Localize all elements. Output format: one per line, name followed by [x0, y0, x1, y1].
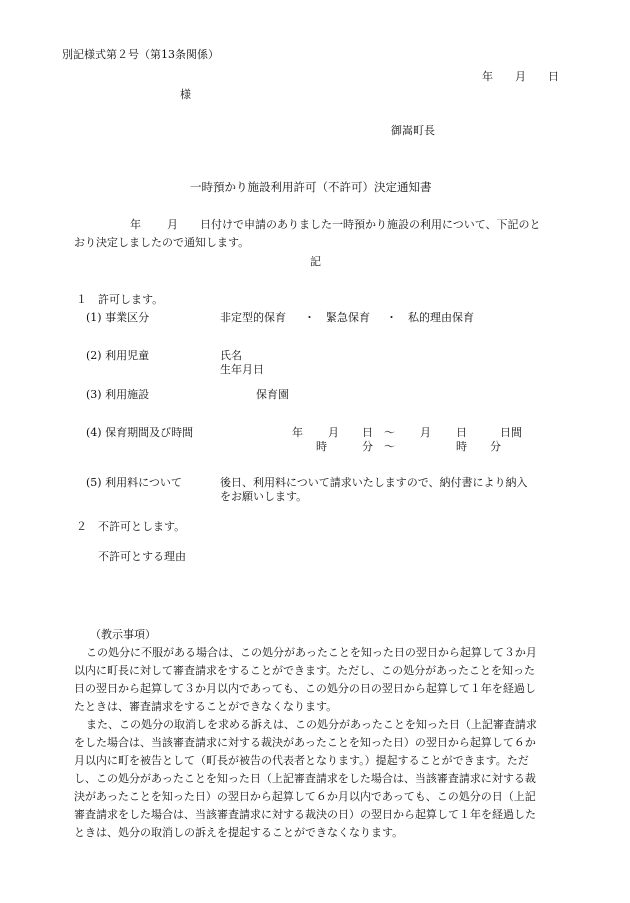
ki-label: 記 [310, 255, 321, 268]
item3-label: (3) 利用施設 [86, 388, 150, 401]
notice-line: 月以内に町を被告として（町長が被告の代表者となります。）提起することができます。ただ [74, 754, 529, 767]
notice-line: たときは、審査請求をすることができなくなります。 [74, 700, 338, 713]
document-title: 一時預かり施設利用許可（不許可）決定通知書 [190, 180, 432, 194]
notice-line: をした場合は、当該審査請求に対する裁決があったことを知った日）の翌日から起算して６か [74, 736, 536, 749]
item5-text-line-1: 後日、利用料について請求いたしますので、納付書により納入 [220, 476, 528, 489]
section1-heading: １ 許可します。 [76, 293, 164, 306]
item4-label: (4) 保育期間及び時間 [86, 426, 194, 439]
notice-line: 日の翌日から起算して３か月以内であっても、この処分の日の翌日から起算して１年を経過し [74, 682, 536, 695]
notice-line: ときは、処分の取消しの訴えを提起することができなくなります。 [74, 826, 404, 839]
item4-row2-tilde: 〜 [384, 440, 395, 453]
date-line [482, 70, 559, 84]
intro-month-label: 月 [167, 218, 178, 231]
intro-year-label: 年 [130, 218, 141, 231]
notice-line: 決があったことを知った日）の翌日から起算して６か月以内であっても、この処分の日（上記 [74, 790, 536, 803]
date-year-label: 年 [482, 70, 493, 83]
item4-row2-hour: 時 [316, 440, 327, 453]
item4-row1-month-2: 月 [420, 426, 431, 439]
item4-row1-tilde: 〜 [384, 426, 395, 439]
item4-row2-hour-2: 時 [456, 440, 467, 453]
item3-value: 保育園 [256, 388, 289, 401]
form-number: 別記様式第２号（第13条関係） [62, 48, 219, 61]
issuer-name: 御嵩町長 [391, 124, 435, 137]
date-month-label: 月 [515, 70, 526, 83]
item4-row1-month: 月 [328, 426, 339, 439]
intro-line-1-text: 日付けで申請のありました一時預かり施設の利用について、下記のと [200, 218, 541, 231]
item2-birthdate-label: 生年月日 [220, 363, 264, 376]
item4-row1-day-2: 日 [456, 426, 467, 439]
item1-separator-2: ・ [386, 311, 397, 324]
notice-line: また、この処分の取消しを求める訴えは、この処分があったことを知った日（上記審査請求 [86, 718, 537, 731]
section2-heading: ２ 不許可とします。 [76, 520, 186, 533]
item4-row1-days: 日間 [500, 426, 522, 439]
notice-line: 以内に町長に対して審査請求をすることができます。ただし、この処分があったことを知った [74, 664, 536, 677]
item1-value-2: 緊急保育 [326, 311, 370, 324]
item2-label: (2) 利用児童 [86, 349, 150, 362]
addressee-suffix: 様 [180, 88, 191, 101]
notice-line: 審査請求をした場合は、当該審査請求に対する裁決の日）の翌日から起算して１年を経過した [74, 808, 536, 821]
rejection-reason-label: 不許可とする理由 [98, 550, 186, 563]
item4-row2-minute-2: 分 [490, 440, 501, 453]
intro-line-2: おり決定しましたので通知します。 [74, 236, 250, 249]
notice-heading: （教示事項） [90, 628, 156, 641]
notice-line: この処分に不服がある場合は、この処分があったことを知った日の翌日から起算して３か月 [86, 646, 537, 659]
item5-text-line-2: をお願いします。 [220, 490, 308, 503]
item1-label: (1) 事業区分 [86, 311, 150, 324]
item4-row1-day: 日 [362, 426, 373, 439]
date-day-label: 日 [548, 70, 559, 83]
item4-row2-minute: 分 [362, 440, 373, 453]
item1-value-1: 非定型的保育 [220, 311, 286, 324]
item1-value-3: 私的理由保育 [408, 311, 474, 324]
intro-line-1 [130, 218, 541, 232]
item5-label: (5) 利用料について [86, 476, 182, 489]
item1-separator-1: ・ [304, 311, 315, 324]
item4-row1-year: 年 [292, 426, 303, 439]
item2-name-label: 氏名 [220, 349, 242, 362]
notice-line: し、この処分があったことを知った日（上記審査請求をした場合は、当該審査請求に対する裁 [74, 772, 536, 785]
